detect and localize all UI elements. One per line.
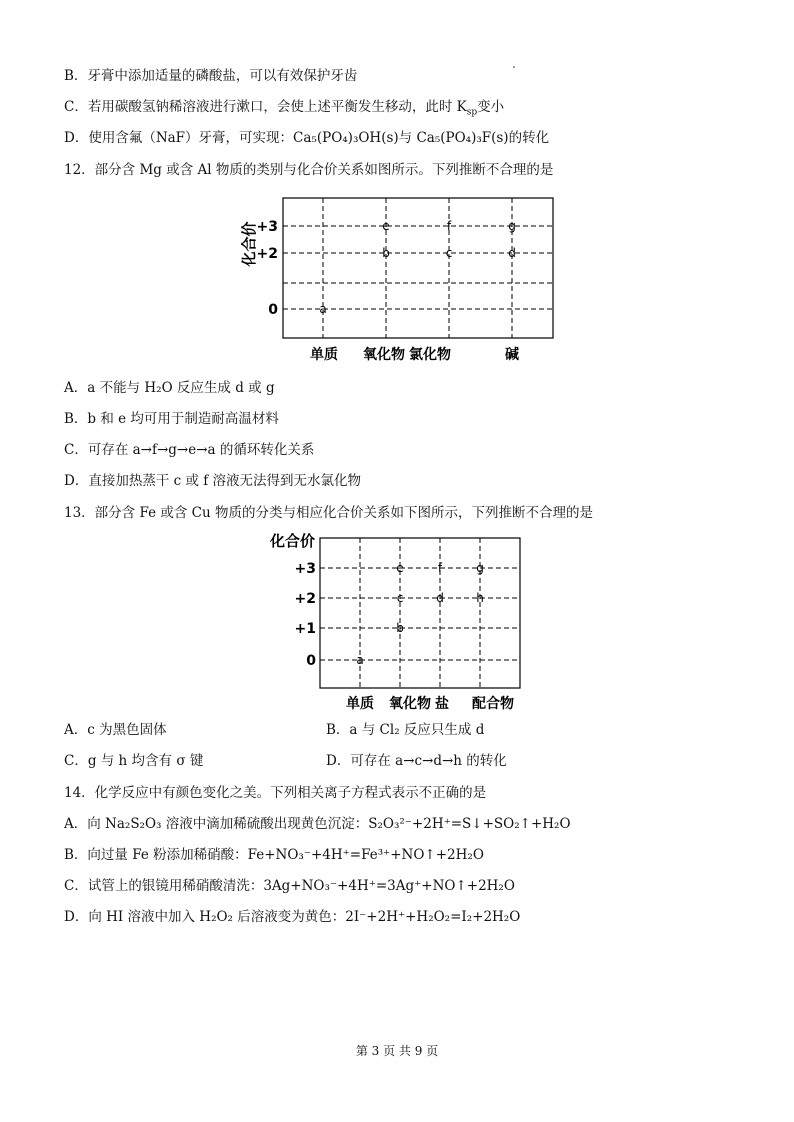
q13-option-c: C．g 与 h 均含有 σ 键: [64, 753, 204, 769]
q12-y-tick: 0: [268, 302, 278, 318]
q13-y-tick: +2: [294, 591, 316, 607]
q13-y-tick: +3: [294, 561, 316, 577]
q12-y-axis-title: 化合价: [240, 221, 258, 267]
q12-x-category: 碱: [505, 347, 519, 363]
q11-option-c: C．若用碳酸氢钠稀溶液进行漱口，会使上述平衡发生移动，此时 $K_{sp}$变小: [64, 99, 505, 118]
q13-x-category: 盐: [435, 696, 449, 712]
q13-point-h: h: [476, 591, 484, 605]
q12-x-category: 单质: [310, 347, 338, 363]
q11-option-b: B．牙膏中添加适量的磷酸盐，可以有效保护牙齿: [64, 68, 358, 84]
q14-stem: 14．化学反应中有颜色变化之美。下列相关离子方程式表示不正确的是: [64, 785, 487, 801]
q13-x-category: 配合物: [472, 696, 514, 712]
q13-point-c: c: [396, 591, 404, 605]
q13-point-b: b: [396, 621, 404, 635]
q12-x-category: 氯化物: [409, 347, 451, 363]
q13-x-category: 单质: [346, 696, 374, 712]
q12-point-f: f: [446, 219, 452, 233]
q12-point-c: c: [445, 246, 453, 260]
q12-option-a: A．a 不能与 H₂O 反应生成 d 或 g: [64, 380, 275, 396]
q13-option-b: B．a 与 Cl₂ 反应只生成 d: [326, 722, 485, 738]
q13-gridlines: [320, 538, 520, 688]
q12-point-g: g: [508, 219, 516, 233]
q13-point-g: g: [476, 561, 484, 575]
q13-y-tick: 0: [306, 653, 316, 669]
q14-option-b: B．向过量 Fe 粉添加稀硝酸：Fe+NO₃⁻+4H⁺=Fe³⁺+NO↑+2H₂O: [64, 847, 484, 863]
q13-y-tick: +1: [294, 621, 316, 637]
q13-point-e: e: [396, 561, 404, 575]
q13-stem: 13．部分含 Fe 或含 Cu 物质的分类与相应化合价关系如下图所示，下列推断不合理的是: [64, 505, 593, 521]
q12-stem: 12．部分含 Mg 或含 Al 物质的类别与化合价关系如图所示。下列推断不合理的是: [64, 162, 554, 178]
q13-option-a: A．c 为黑色固体: [64, 722, 167, 738]
q12-option-c: C．可存在 a→f→g→e→a 的循环转化关系: [64, 442, 315, 458]
q12-point-d: d: [508, 246, 516, 260]
q13-point-d: d: [436, 591, 444, 605]
q14-option-a: A．向 Na₂S₂O₃ 溶液中滴加稀硫酸出现黄色沉淀：S₂O₃²⁻+2H⁺=S↓+SO₂↑+H₂O: [64, 816, 571, 832]
q12-point-b: b: [382, 246, 390, 260]
q12-x-category: 氧化物: [363, 347, 405, 363]
q13-y-axis-title: 化合价: [270, 532, 316, 550]
q12-option-d: D．直接加热蒸干 c 或 f 溶液无法得到无水氯化物: [64, 473, 362, 489]
q12-option-b: B．b 和 e 均可用于制造耐高温材料: [64, 411, 279, 427]
q13-chart: [268, 528, 528, 718]
q12-point-a: a: [319, 302, 327, 316]
q11-option-d: D．使用含氟（NaF）牙膏，可实现：Ca₅(PO₄)₃OH(s)与 Ca₅(PO₄)₃F(s)的转化: [64, 130, 550, 146]
q14-option-c: C．试管上的银镜用稀硝酸清洗：3Ag+NO₃⁻+4H⁺=3Ag⁺+NO↑+2H₂O: [64, 878, 515, 894]
q13-option-d: D．可存在 a→c→d→h 的转化: [326, 753, 507, 769]
q14-option-d: D．向 HI 溶液中加入 H₂O₂ 后溶液变为黄色：2I⁻+2H⁺+H₂O₂=I₂+2H₂O: [64, 909, 521, 925]
q12-chart: [238, 186, 568, 366]
q12-y-tick: +2: [256, 246, 278, 262]
page-footer: 第 3 页 共 9 页: [355, 1044, 439, 1058]
q12-y-tick: +3: [256, 219, 278, 235]
q13-x-category: 氧化物: [389, 696, 431, 712]
speck: [513, 66, 515, 68]
q13-point-f: f: [437, 561, 443, 575]
q13-point-a: a: [356, 653, 364, 667]
q12-point-e: e: [382, 219, 390, 233]
